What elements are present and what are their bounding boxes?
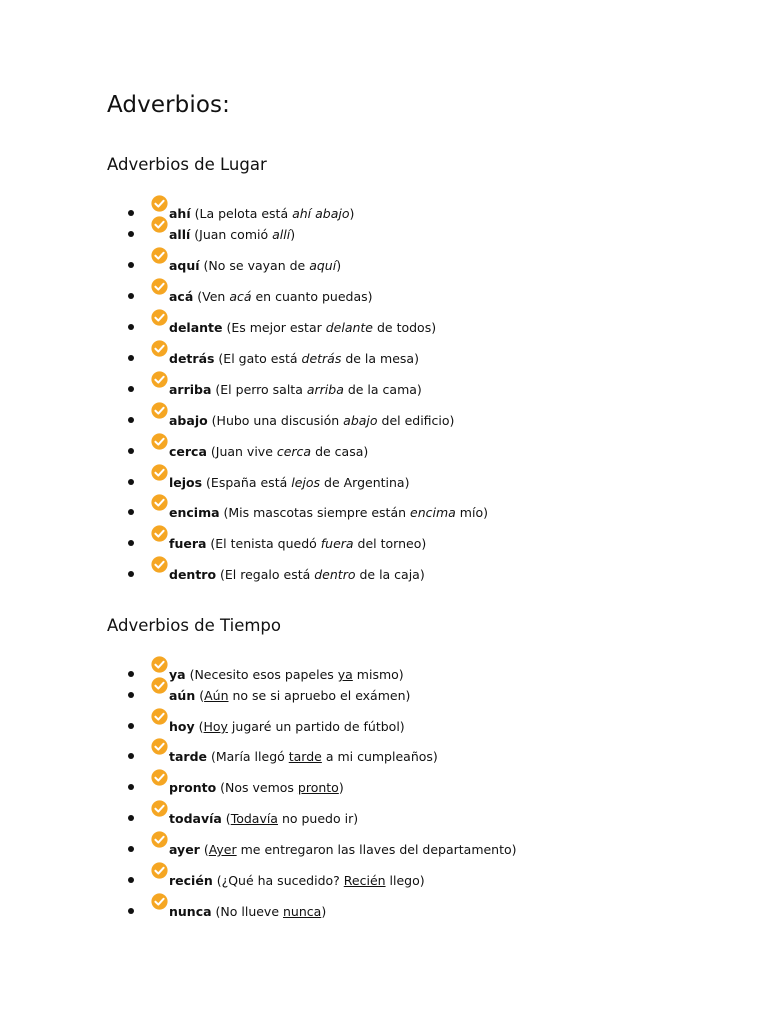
example-suffix: de la cama) xyxy=(343,382,422,397)
example-prefix: (Necesito esos papeles xyxy=(185,667,338,682)
bullet-dot xyxy=(128,784,134,790)
list-item-text xyxy=(169,318,436,338)
adverb-word: hoy xyxy=(169,719,195,734)
adverb-word: todavía xyxy=(169,811,222,826)
check-circle-icon xyxy=(151,464,168,481)
check-circle-icon xyxy=(151,494,168,511)
bullet-dot xyxy=(128,210,134,216)
adverb-word: cerca xyxy=(169,444,207,459)
list-item-text xyxy=(169,204,354,224)
example-suffix: del torneo) xyxy=(353,536,427,551)
adverb-word: detrás xyxy=(169,351,215,366)
adverb-word: arriba xyxy=(169,382,212,397)
list-item-text xyxy=(169,503,488,523)
example-prefix: (La pelota está xyxy=(190,206,293,221)
adverb-word: pronto xyxy=(169,780,217,795)
example-prefix: (María llegó xyxy=(207,749,289,764)
example-suffix: de casa) xyxy=(311,444,369,459)
example-keyword: delante xyxy=(325,320,373,335)
example-suffix: de Argentina) xyxy=(320,475,410,490)
bullet-dot xyxy=(128,753,134,759)
check-circle-icon xyxy=(151,556,168,573)
example-prefix: (El regalo está xyxy=(216,567,315,582)
check-circle-icon xyxy=(151,340,168,357)
bullet-dot xyxy=(128,671,134,677)
example-suffix: de todos) xyxy=(373,320,437,335)
adverb-word: allí xyxy=(169,227,191,242)
example-keyword: Todavía xyxy=(230,811,278,826)
example-keyword: nunca xyxy=(283,904,322,919)
example-suffix: me entregaron las llaves del departamento) xyxy=(236,842,517,857)
example-prefix: (El gato está xyxy=(214,351,302,366)
check-circle-icon xyxy=(151,708,168,725)
example-suffix: a mi cumpleaños) xyxy=(321,749,438,764)
list-item-text xyxy=(169,840,517,860)
adverb-word: ayer xyxy=(169,842,200,857)
check-circle-icon xyxy=(151,247,168,264)
list-item-text xyxy=(169,871,425,891)
example-suffix: ) xyxy=(321,904,327,919)
example-prefix: (Mis mascotas siempre están xyxy=(219,505,411,520)
adverb-word: encima xyxy=(169,505,220,520)
example-prefix: (No se vayan de xyxy=(199,258,310,273)
example-prefix: (España está xyxy=(202,475,292,490)
example-suffix: de la mesa) xyxy=(341,351,419,366)
bullet-dot xyxy=(128,846,134,852)
bullet-dot xyxy=(128,815,134,821)
example-keyword: arriba xyxy=(306,382,344,397)
example-keyword: cerca xyxy=(276,444,312,459)
example-keyword: Aún xyxy=(204,688,229,703)
example-suffix: mismo) xyxy=(352,667,404,682)
adverb-word: dentro xyxy=(169,567,217,582)
check-circle-icon xyxy=(151,769,168,786)
example-keyword: lejos xyxy=(291,475,321,490)
example-keyword: aquí xyxy=(309,258,337,273)
example-suffix: ) xyxy=(290,227,296,242)
example-keyword: pronto xyxy=(297,780,339,795)
list-item-text xyxy=(169,534,426,554)
list-item-text xyxy=(169,411,454,431)
example-suffix: llego) xyxy=(385,873,425,888)
list-item-text xyxy=(169,809,358,829)
list-item-text xyxy=(169,380,422,400)
example-prefix: (Ven xyxy=(193,289,230,304)
example-suffix: mío) xyxy=(455,505,488,520)
example-prefix: ( xyxy=(194,719,204,734)
example-keyword: ahí abajo xyxy=(292,206,350,221)
example-suffix: del edificio) xyxy=(377,413,455,428)
check-circle-icon xyxy=(151,800,168,817)
bullet-dot xyxy=(128,692,134,698)
adverb-word: fuera xyxy=(169,536,207,551)
example-keyword: encima xyxy=(410,505,456,520)
example-keyword: allí xyxy=(272,227,291,242)
example-prefix: ( xyxy=(199,842,209,857)
example-prefix: (¿Qué ha sucedido? xyxy=(212,873,344,888)
example-suffix: ) xyxy=(336,258,342,273)
example-keyword: abajo xyxy=(343,413,378,428)
example-prefix: (El tenista quedó xyxy=(206,536,321,551)
check-circle-icon xyxy=(151,893,168,910)
adverb-word: delante xyxy=(169,320,223,335)
example-keyword: Ayer xyxy=(208,842,237,857)
example-suffix: ) xyxy=(338,780,344,795)
adverb-word: ahí xyxy=(169,206,191,221)
bullet-dot xyxy=(128,262,134,268)
bullet-dot xyxy=(128,355,134,361)
list-item-text xyxy=(169,565,425,585)
bullet-dot xyxy=(128,417,134,423)
check-circle-icon xyxy=(151,309,168,326)
example-keyword: dentro xyxy=(314,567,356,582)
list-item-text xyxy=(169,747,438,767)
check-circle-icon xyxy=(151,831,168,848)
bullet-dot xyxy=(128,324,134,330)
example-suffix: no puedo ir) xyxy=(277,811,359,826)
bullet-dot xyxy=(128,448,134,454)
list-item-text xyxy=(169,778,344,798)
check-circle-icon xyxy=(151,195,168,212)
adverb-word: tarde xyxy=(169,749,208,764)
adverb-word: aquí xyxy=(169,258,200,273)
check-circle-icon xyxy=(151,656,168,673)
list-item-text xyxy=(169,287,373,307)
list-item-text xyxy=(169,225,295,245)
example-suffix: jugaré un partido de fútbol) xyxy=(227,719,405,734)
check-circle-icon xyxy=(151,278,168,295)
adverb-word: ya xyxy=(169,667,186,682)
example-prefix: (Juan comió xyxy=(190,227,273,242)
list-item-text xyxy=(169,686,410,706)
bullet-dot xyxy=(128,877,134,883)
section-heading-lugar: Adverbios de Lugar xyxy=(107,155,267,174)
check-circle-icon xyxy=(151,402,168,419)
check-circle-icon xyxy=(151,862,168,879)
example-suffix: en cuanto puedas) xyxy=(251,289,373,304)
example-suffix: ) xyxy=(349,206,355,221)
adverb-word: aún xyxy=(169,688,196,703)
bullet-dot xyxy=(128,293,134,299)
check-circle-icon xyxy=(151,738,168,755)
example-prefix: ( xyxy=(221,811,231,826)
list-item-text xyxy=(169,349,419,369)
example-prefix: ( xyxy=(195,688,205,703)
example-prefix: (Hubo una discusión xyxy=(207,413,344,428)
list-item-text xyxy=(169,256,341,276)
example-prefix: (El perro salta xyxy=(211,382,307,397)
bullet-dot xyxy=(128,509,134,515)
example-keyword: detrás xyxy=(301,351,342,366)
bullet-dot xyxy=(128,479,134,485)
list-item-text xyxy=(169,473,409,493)
adverb-word: recién xyxy=(169,873,213,888)
list-item-text xyxy=(169,442,368,462)
check-circle-icon xyxy=(151,525,168,542)
example-keyword: ya xyxy=(337,667,353,682)
example-keyword: Hoy xyxy=(203,719,228,734)
adverb-word: abajo xyxy=(169,413,208,428)
check-circle-icon xyxy=(151,216,168,233)
list-item-text xyxy=(169,717,405,737)
page-title: Adverbios: xyxy=(107,92,230,118)
example-keyword: tarde xyxy=(288,749,322,764)
section-heading-tiempo: Adverbios de Tiempo xyxy=(107,616,281,635)
check-circle-icon xyxy=(151,433,168,450)
example-prefix: (No llueve xyxy=(211,904,283,919)
adverb-word: nunca xyxy=(169,904,212,919)
bullet-dot xyxy=(128,231,134,237)
list-item-text xyxy=(169,665,404,685)
check-circle-icon xyxy=(151,371,168,388)
example-suffix: de la caja) xyxy=(355,567,425,582)
bullet-dot xyxy=(128,386,134,392)
example-prefix: (Nos vemos xyxy=(216,780,298,795)
list-item-text xyxy=(169,902,326,922)
example-keyword: acá xyxy=(229,289,252,304)
bullet-dot xyxy=(128,908,134,914)
example-keyword: Recién xyxy=(343,873,386,888)
check-circle-icon xyxy=(151,677,168,694)
bullet-dot xyxy=(128,723,134,729)
example-suffix: no se si apruebo el exámen) xyxy=(228,688,411,703)
example-keyword: fuera xyxy=(320,536,354,551)
adverb-word: acá xyxy=(169,289,194,304)
example-prefix: (Juan vive xyxy=(206,444,277,459)
example-prefix: (Es mejor estar xyxy=(222,320,326,335)
bullet-dot xyxy=(128,571,134,577)
adverb-word: lejos xyxy=(169,475,203,490)
bullet-dot xyxy=(128,540,134,546)
